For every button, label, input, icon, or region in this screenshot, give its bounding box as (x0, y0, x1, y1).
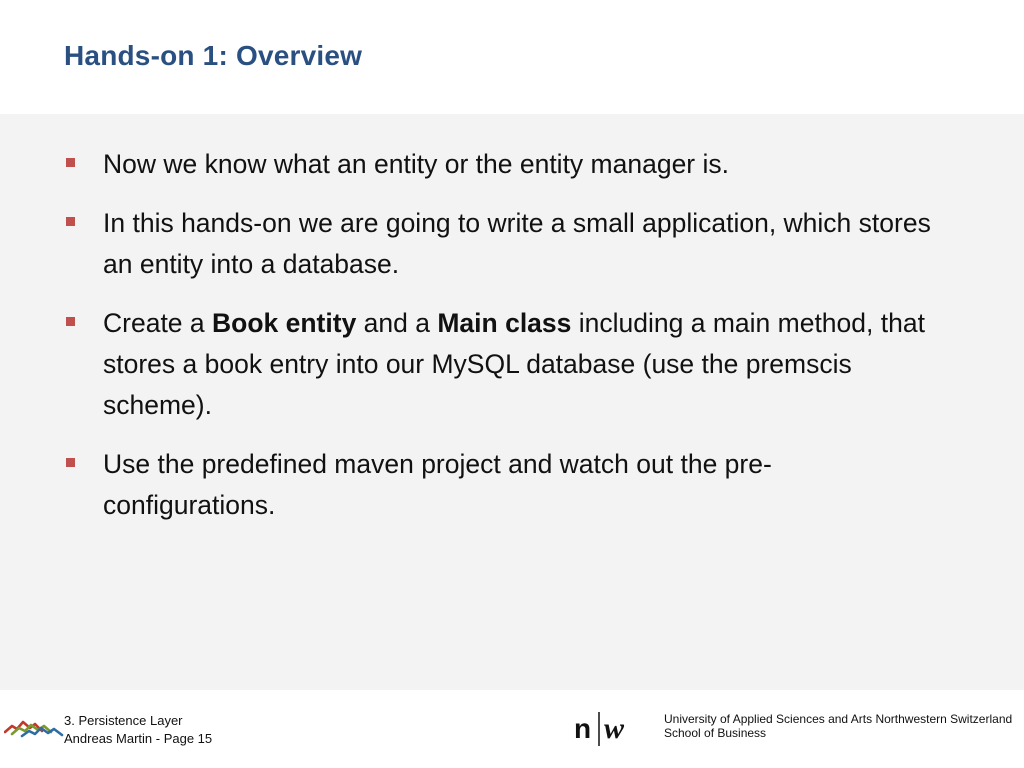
bullet-text: In this hands-on we are going to write a small application, which stores an entity into a database. (103, 208, 931, 279)
bullet-text-segment: Create a (103, 308, 213, 338)
bullet-item (64, 203, 944, 285)
slide-header (0, 0, 1024, 114)
slide-footer (0, 690, 1024, 768)
svg-text:w: w (604, 712, 625, 745)
footer-chapter: 3. Persistence Layer (64, 713, 183, 728)
footer-text (64, 712, 212, 748)
bullet-text: Use the predefined maven project and watch out the pre-configurations. (103, 449, 772, 520)
bullet-item (64, 444, 944, 526)
institution-name: University of Applied Sciences and Arts Northwestern Switzerland (664, 712, 1013, 726)
footer-author-page: Andreas Martin - Page 15 (64, 731, 213, 746)
institution-text (664, 712, 1012, 740)
bullet-square-icon (66, 217, 75, 226)
svg-text:n: n (574, 713, 592, 744)
fhnw-logo-icon (574, 708, 648, 748)
bullet-bold-main-class: Main class (437, 308, 572, 338)
bullet-square-icon (66, 158, 75, 167)
bullet-list (64, 144, 944, 544)
school-name: School of Business (664, 726, 767, 740)
bullet-text: Now we know what an entity or the entity manager is. (103, 149, 729, 179)
bullet-item (64, 303, 944, 426)
bullet-square-icon (66, 458, 75, 467)
bullet-item (64, 144, 944, 185)
slide-content (0, 114, 1024, 690)
bullet-bold-book-entity: Book entity (212, 308, 357, 338)
bullet-text-segment: and a (356, 308, 438, 338)
slide-title: Hands-on 1: Overview (64, 40, 363, 71)
mountains-logo-icon (4, 714, 64, 738)
bullet-text-segment: including a main method, that stores a book entry into our MySQL database (use the premscis scheme). (103, 308, 925, 420)
bullet-square-icon (66, 317, 75, 326)
